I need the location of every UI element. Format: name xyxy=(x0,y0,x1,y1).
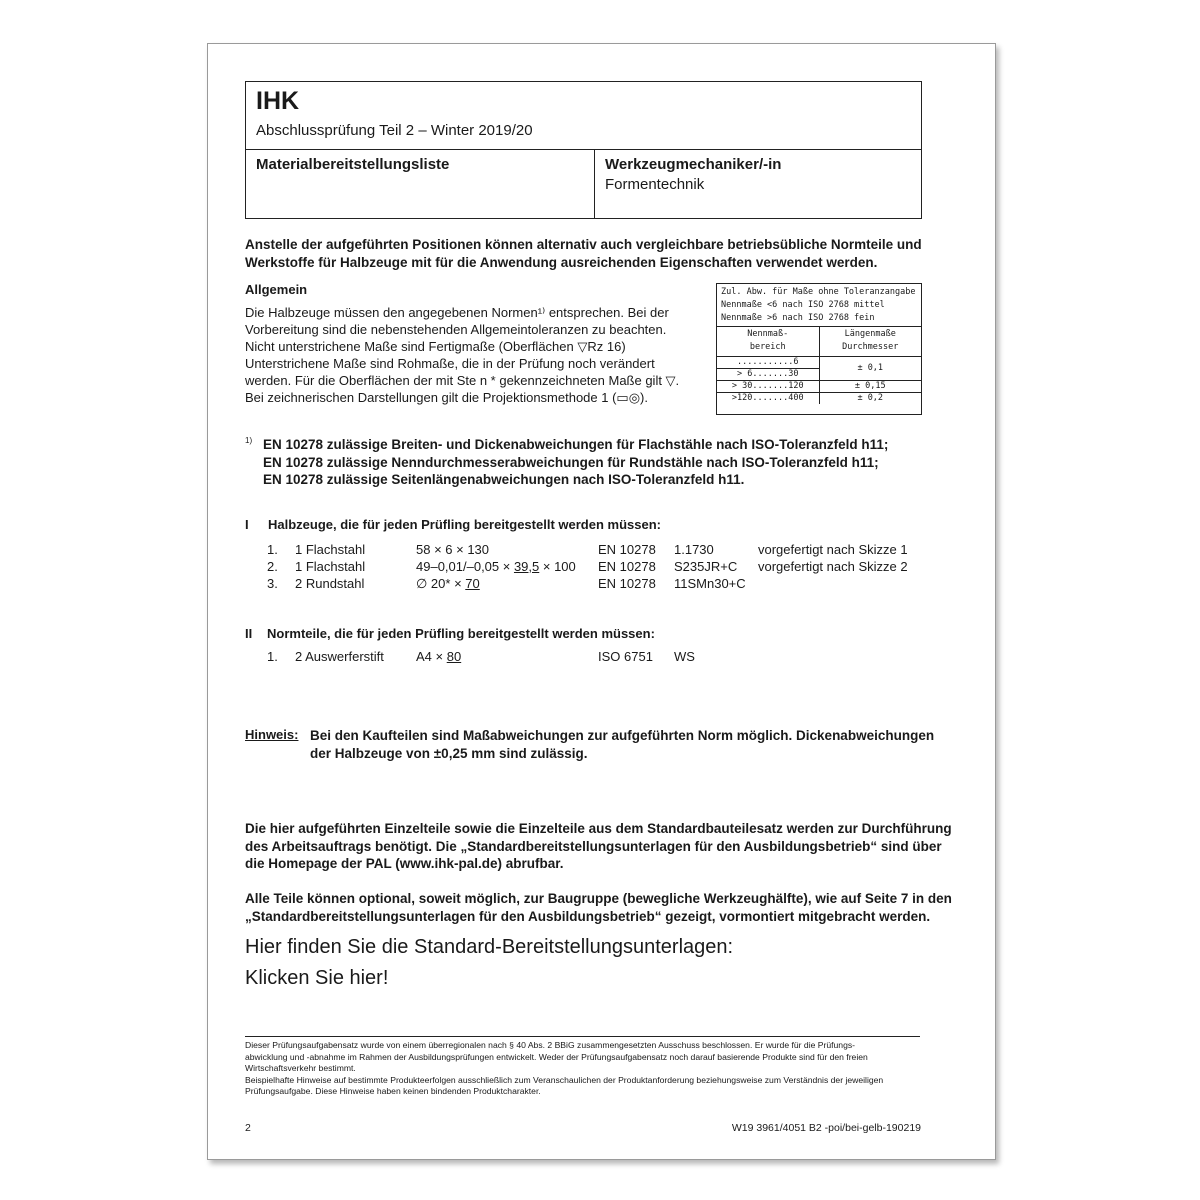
tolerance-table xyxy=(716,283,922,415)
hint-line: der Halbzeuge von ±0,25 mm sind zulässig. xyxy=(310,745,588,761)
item-norm: EN 10278 xyxy=(598,576,656,591)
item-dims xyxy=(416,575,598,592)
legal-line: Wirtschaftsverkehr bestimmt. xyxy=(245,1063,356,1073)
general-heading: Allgemein xyxy=(245,282,308,297)
header-box xyxy=(245,81,922,219)
item-number: 3. xyxy=(267,576,278,591)
section1-num: I xyxy=(245,517,249,532)
item-material: WS xyxy=(674,649,695,664)
intro-text: Anstelle der aufgeführten Positionen können alternativ auch vergleichbare betriebsübliche Normteile und Werkstoffe für Halbzeuge mit für die Anwendung ausreichenden Eigenschaften verwendet werden. xyxy=(245,237,922,270)
list-item xyxy=(267,575,908,592)
section2-title: Normteile, die für jeden Prüfling bereitgestellt werden müssen: xyxy=(267,626,655,641)
profession: Werkzeugmechaniker/-in xyxy=(605,156,782,173)
col-header-range: Nennmaß- bereich xyxy=(717,327,819,356)
general-line: Nicht unterstrichene Maße sind Fertigmaße (Oberflächen ▽Rz 16) xyxy=(245,339,626,354)
tolerance-grid xyxy=(717,327,921,404)
header-top-row xyxy=(246,82,921,150)
list-item xyxy=(267,541,908,558)
value-cell: ± 0,15 xyxy=(819,380,921,392)
item-note: vorgefertigt nach Skizze 2 xyxy=(758,559,908,574)
list-item xyxy=(267,558,908,575)
legal-line: Prüfungsaufgabe. Diese Hinweise haben keinen bindenden Produktcharakter. xyxy=(245,1086,541,1096)
item-material: 11SMn30+C xyxy=(674,576,746,591)
item-name: 1 Flachstahl xyxy=(295,542,366,557)
info-paragraph xyxy=(245,820,952,873)
cta-link[interactable]: Klicken Sie hier! xyxy=(245,967,389,989)
info-line: die Homepage der PAL (www.ihk-pal.de) abrufbar. xyxy=(245,856,564,871)
document-code: W19 3961/4051 B2 -poi/bei-gelb-190219 xyxy=(731,1122,921,1134)
footnote-line: EN 10278 zulässige Nenndurchmesserabweichungen für Rundstähle nach ISO-Toleranzfeld h11; xyxy=(263,454,879,470)
item-dims xyxy=(416,558,598,575)
dims-raw-underlined: 39,5 xyxy=(513,559,540,574)
footer-divider xyxy=(245,1036,920,1037)
item-note: vorgefertigt nach Skizze 1 xyxy=(758,542,908,557)
preassembly-line: Alle Teile können optional, soweit möglich, zur Baugruppe (bewegliche Werkzeughälfte), wie auf Seite 7 in den xyxy=(245,891,952,906)
footnote-text xyxy=(263,436,888,489)
item-name: 1 Flachstahl xyxy=(295,559,366,574)
dims-part: A4 × xyxy=(416,649,447,664)
info-line: Die hier aufgeführten Einzelteile sowie die Einzelteile aus dem Standardbauteilesatz werden zur Durchführung xyxy=(245,821,952,836)
item-norm: EN 10278 xyxy=(598,559,656,574)
section1-title: Halbzeuge, die für jeden Prüfling bereitgestellt werden müssen: xyxy=(268,517,661,532)
range-cell: >120.......400 xyxy=(717,392,819,404)
tolerance-title-line: Nennmaße <6 nach ISO 2768 mittel xyxy=(721,300,885,310)
exam-title: Abschlussprüfung Teil 2 – Winter 2019/20 xyxy=(256,122,533,139)
dims-raw-underlined: 80 xyxy=(446,649,462,664)
item-dims xyxy=(416,648,598,665)
legal-line: Beispielhafte Hinweise auf bestimmte Produkteerfolgen ausschließlich zum Veranschaulichen der Produktanforderung beziehungsweise zum Verständnis der jeweiligen xyxy=(245,1074,884,1085)
col-header-value: Längenmaße Durchmesser xyxy=(819,327,921,356)
general-text xyxy=(245,304,679,406)
general-line: Die Halbzeuge müssen den angegebenen Normen¹⁾ entsprechen. Bei der xyxy=(245,305,669,320)
preassembly-paragraph xyxy=(245,890,952,925)
doc-title: Materialbereitstellungsliste xyxy=(256,156,450,173)
cta-heading: Hier finden Sie die Standard-Bereitstellungsunterlagen: xyxy=(245,936,734,958)
hint-line: Bei den Kaufteilen sind Maßabweichungen zur aufgeführten Norm möglich. Dickenabweichungen xyxy=(310,728,935,743)
value-cell: ± 0,1 xyxy=(819,356,921,380)
general-line: Unterstrichene Maße sind Rohmaße, die in der Prüfung noch verändert xyxy=(245,356,655,371)
item-name: 2 Rundstahl xyxy=(295,576,365,591)
item-number: 1. xyxy=(267,649,278,664)
item-name: 2 Auswerferstift xyxy=(295,649,384,664)
footnote-line: EN 10278 zulässige Seitenlängenabweichungen nach ISO-Toleranzfeld h11. xyxy=(263,472,745,487)
hint-label: Hinweis: xyxy=(245,727,299,742)
org-logo-text: IHK xyxy=(256,87,300,115)
general-line: werden. Für die Oberflächen der mit Ste n * gekennzeichneten Maße gilt ▽. xyxy=(245,373,680,388)
dims-part: 49–0,01/–0,05 × xyxy=(416,559,514,574)
profession-cell xyxy=(595,150,921,218)
item-norm: EN 10278 xyxy=(598,542,656,557)
specialization: Formentechnik xyxy=(605,176,705,193)
section2-num: II xyxy=(245,626,253,641)
general-line: Bei zeichnerischen Darstellungen gilt die Projektionsmethode 1 (▭◎). xyxy=(245,390,648,405)
dims-raw-underlined: 70 xyxy=(465,575,480,591)
legal-line: abwicklung und -abnahme im Rahmen der Ausbildungsprüfungen entwickelt. Weder der Prüfungsaufgabensatz noch darauf basierende Produkte sind für den freien xyxy=(245,1051,868,1062)
item-note xyxy=(758,575,908,592)
dims-part: × 100 xyxy=(539,559,576,574)
general-line: Vorbereitung sind die nebenstehenden Allgemeintoleranzen zu beachten. xyxy=(245,322,667,337)
item-dims: 58 × 6 × 130 xyxy=(416,542,490,557)
item-material: S235JR+C xyxy=(674,559,738,574)
tolerance-title xyxy=(717,284,921,327)
hint-text xyxy=(310,727,934,762)
range-cell: > 6.......30 xyxy=(717,368,819,380)
section1-list xyxy=(267,541,908,592)
list-item xyxy=(267,648,758,665)
tolerance-title-line: Zul. Abw. für Maße ohne Toleranzangabe xyxy=(721,287,916,297)
preassembly-line: „Standardbereitstellungsunterlagen für den Ausbildungsbetrieb“ gezeigt, vormontiert mitgebracht werden. xyxy=(245,908,931,924)
item-number: 2. xyxy=(267,559,278,574)
info-line: des Arbeitsauftrags benötigt. Die „Standardbereitstellungsunterlagen für den Ausbildungsbetrieb“ sind über xyxy=(245,838,942,854)
value-cell: ± 0,2 xyxy=(819,392,921,404)
dims-part: ∅ 20* × xyxy=(416,575,466,591)
footnote-line: EN 10278 zulässige Breiten- und Dickenabweichungen für Flachstähle nach ISO-Toleranzfeld h11; xyxy=(263,437,889,452)
doc-title-cell xyxy=(246,150,595,218)
range-cell: > 30.......120 xyxy=(717,380,819,392)
legal-text xyxy=(245,1040,925,1098)
item-material: 1.1730 xyxy=(674,542,714,557)
page-number: 2 xyxy=(245,1122,251,1134)
range-cell: ...........6 xyxy=(717,356,819,368)
tolerance-title-line: Nennmaße >6 nach ISO 2768 fein xyxy=(721,313,875,323)
item-number: 1. xyxy=(267,542,278,557)
legal-line: Dieser Prüfungsaufgabensatz wurde von einem überregionalen nach § 40 Abs. 2 BBiG zusammengesetzten Ausschuss beschlossen. Er wurde für die Prüfungs- xyxy=(245,1040,856,1050)
item-norm: ISO 6751 xyxy=(598,649,653,664)
document-page xyxy=(207,43,996,1160)
section2-list xyxy=(267,648,758,665)
footnote-marker: 1) xyxy=(245,436,253,445)
